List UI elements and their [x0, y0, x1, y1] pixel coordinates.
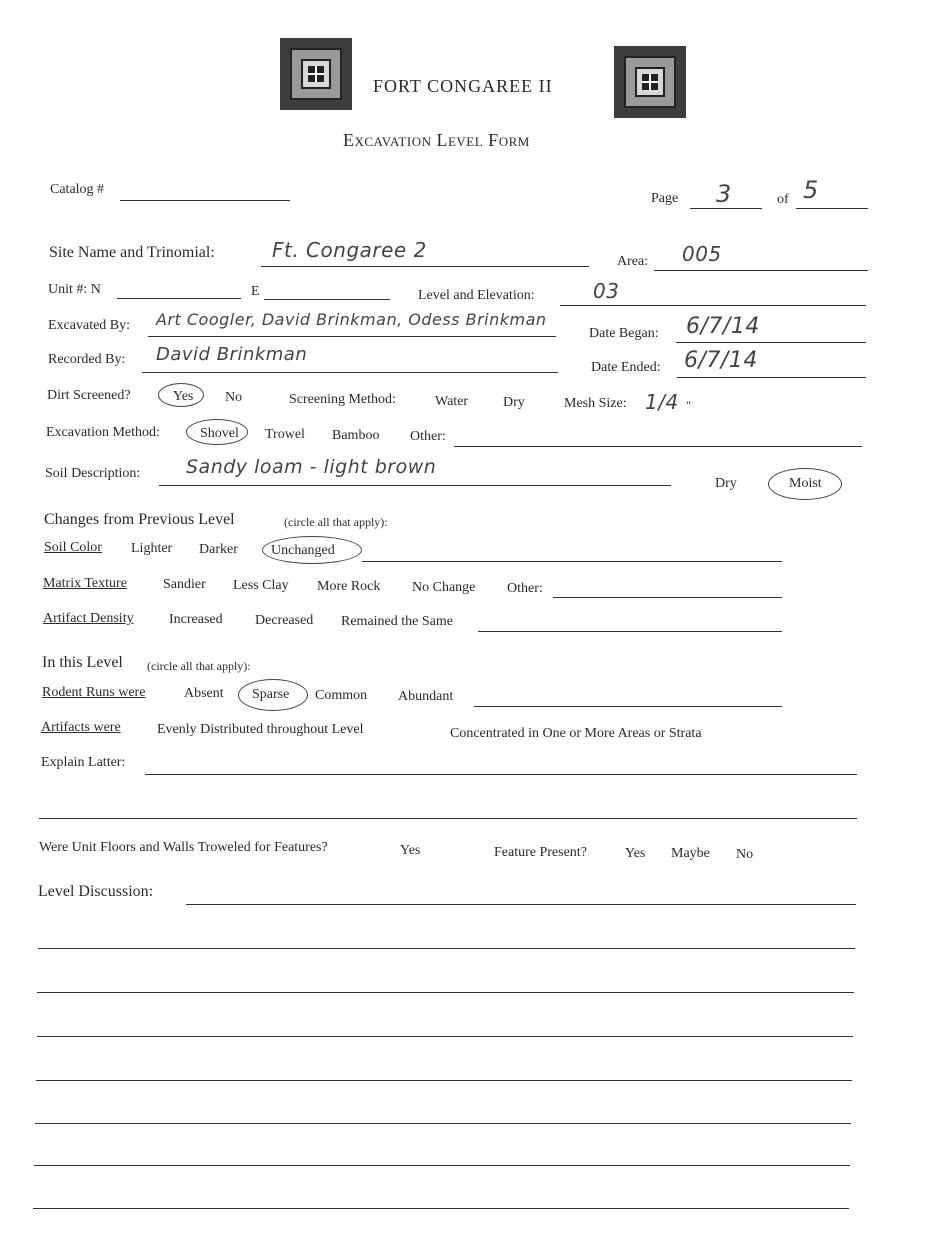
unit-n-field[interactable] — [117, 298, 241, 299]
recorded-by-field[interactable] — [142, 372, 558, 373]
recorded-by-value: David Brinkman — [156, 344, 308, 365]
catalog-label: Catalog # — [50, 182, 105, 197]
method-shovel[interactable]: Shovel — [200, 426, 239, 441]
soil-color-field[interactable] — [362, 561, 782, 562]
date-began-label: Date Began: — [589, 326, 659, 341]
unit-n-label: Unit #: N — [48, 282, 101, 297]
in-level-heading: In this Level — [42, 654, 123, 671]
discussion-line-2[interactable] — [38, 948, 855, 949]
discussion-line-8[interactable] — [33, 1208, 849, 1209]
shovel-circle-mark — [186, 419, 248, 445]
unchanged-circle-mark — [262, 536, 362, 564]
artifacts-concentrated[interactable]: Concentrated in One or More Areas or Strata — [450, 726, 702, 741]
dirt-screened-yes[interactable]: Yes — [173, 389, 194, 404]
method-bamboo[interactable]: Bamboo — [332, 428, 380, 443]
matrix-less-clay[interactable]: Less Clay — [233, 578, 289, 593]
fort-logo-left — [280, 38, 352, 110]
artifacts-evenly[interactable]: Evenly Distributed throughout Level — [157, 722, 364, 737]
matrix-sandier[interactable]: Sandier — [163, 577, 206, 592]
excavated-by-label: Excavated By: — [48, 318, 131, 333]
site-label: Site Name and Trinomial: — [49, 244, 215, 261]
soil-color-label: Soil Color — [44, 540, 102, 555]
density-remained[interactable]: Remained the Same — [341, 614, 453, 629]
level-value: 03 — [593, 279, 620, 303]
rodent-runs-label: Rodent Runs were — [42, 685, 146, 700]
page-total-value: 5 — [803, 176, 819, 204]
area-field[interactable] — [654, 270, 868, 271]
artifact-density-field[interactable] — [478, 631, 782, 632]
method-other[interactable]: Other: — [410, 429, 446, 444]
soil-description-label: Soil Description: — [45, 466, 141, 481]
unit-e-label: E — [251, 284, 260, 299]
rodent-common[interactable]: Common — [315, 688, 368, 703]
in-level-note: (circle all that apply): — [147, 659, 251, 673]
date-ended-label: Date Ended: — [591, 360, 661, 375]
rodent-runs-field[interactable] — [474, 706, 782, 707]
discussion-line-6[interactable] — [35, 1123, 851, 1124]
soil-description-value: Sandy loam - light brown — [186, 456, 437, 478]
dirt-screened-label: Dirt Screened? — [47, 388, 131, 403]
moist-circle-mark — [768, 468, 842, 500]
explain-field-2[interactable] — [39, 818, 857, 819]
site-field[interactable] — [261, 266, 589, 267]
discussion-line-5[interactable] — [36, 1080, 852, 1081]
soil-color-unchanged[interactable]: Unchanged — [271, 543, 335, 558]
page-total-field[interactable] — [796, 208, 868, 209]
page-of-label: of — [777, 192, 789, 207]
catalog-field[interactable] — [120, 200, 290, 201]
troweled-label: Were Unit Floors and Walls Troweled for Features? — [39, 840, 328, 855]
page-label: Page — [651, 191, 679, 206]
site-value: Ft. Congaree 2 — [272, 238, 427, 262]
area-value: 005 — [682, 242, 722, 266]
feature-yes[interactable]: Yes — [625, 846, 646, 861]
form-title: FORT CONGAREE II — [373, 76, 553, 96]
explain-field-1[interactable] — [145, 774, 857, 775]
soil-color-lighter[interactable]: Lighter — [131, 541, 173, 556]
method-other-field[interactable] — [454, 446, 862, 447]
discussion-line-1[interactable] — [186, 904, 856, 905]
discussion-line-3[interactable] — [37, 992, 854, 993]
screening-dry[interactable]: Dry — [503, 395, 525, 410]
screening-water[interactable]: Water — [435, 394, 469, 409]
method-trowel[interactable]: Trowel — [265, 427, 305, 442]
date-ended-field[interactable] — [677, 377, 866, 378]
fort-logo-right — [614, 46, 686, 118]
mesh-size-value: 1/4 — [645, 390, 679, 414]
troweled-yes[interactable]: Yes — [400, 843, 421, 858]
feature-maybe[interactable]: Maybe — [671, 846, 710, 861]
excavation-method-label: Excavation Method: — [46, 425, 160, 440]
matrix-other[interactable]: Other: — [507, 581, 543, 596]
matrix-texture-label: Matrix Texture — [43, 576, 127, 591]
rodent-sparse[interactable]: Sparse — [252, 687, 290, 702]
level-discussion-label: Level Discussion: — [38, 883, 154, 900]
feature-present-label: Feature Present? — [494, 845, 587, 860]
discussion-line-4[interactable] — [37, 1036, 853, 1037]
form-subtitle: Excavation Level Form — [343, 130, 530, 150]
screening-method-label: Screening Method: — [289, 392, 396, 407]
dirt-screened-no[interactable]: No — [225, 390, 243, 405]
recorded-by-label: Recorded By: — [48, 352, 126, 367]
date-began-field[interactable] — [676, 342, 866, 343]
matrix-no-change[interactable]: No Change — [412, 580, 476, 595]
rodent-abundant[interactable]: Abundant — [398, 689, 454, 704]
explain-latter-label: Explain Latter: — [41, 755, 126, 770]
feature-no[interactable]: No — [736, 847, 754, 862]
date-began-value: 6/7/14 — [686, 314, 760, 339]
changes-heading: Changes from Previous Level — [44, 511, 235, 528]
density-increased[interactable]: Increased — [169, 612, 223, 627]
changes-note: (circle all that apply): — [284, 515, 388, 529]
mesh-size-label: Mesh Size: — [564, 396, 627, 411]
soil-dry[interactable]: Dry — [715, 476, 737, 491]
artifacts-label: Artifacts were — [41, 720, 121, 735]
density-decreased[interactable]: Decreased — [255, 613, 314, 628]
soil-description-field[interactable] — [159, 485, 671, 486]
rodent-absent[interactable]: Absent — [184, 686, 224, 701]
matrix-other-field[interactable] — [553, 597, 782, 598]
area-label: Area: — [617, 254, 649, 269]
sparse-circle-mark — [238, 679, 308, 711]
page-current-value: 3 — [716, 180, 732, 208]
level-label: Level and Elevation: — [418, 288, 535, 303]
yes-circle-mark — [158, 383, 204, 407]
mesh-size-unit: " — [686, 398, 691, 412]
artifact-density-label: Artifact Density — [43, 611, 134, 626]
excavated-by-field[interactable] — [148, 336, 556, 337]
matrix-more-rock[interactable]: More Rock — [317, 579, 381, 594]
level-field[interactable] — [560, 305, 866, 306]
soil-color-darker[interactable]: Darker — [199, 542, 238, 557]
date-ended-value: 6/7/14 — [684, 348, 758, 373]
excavated-by-value: Art Coogler, David Brinkman, Odess Brinkman — [156, 310, 547, 329]
page-current-field[interactable] — [690, 208, 762, 209]
unit-e-field[interactable] — [264, 299, 390, 300]
soil-moist[interactable]: Moist — [789, 476, 822, 491]
discussion-line-7[interactable] — [34, 1165, 850, 1166]
